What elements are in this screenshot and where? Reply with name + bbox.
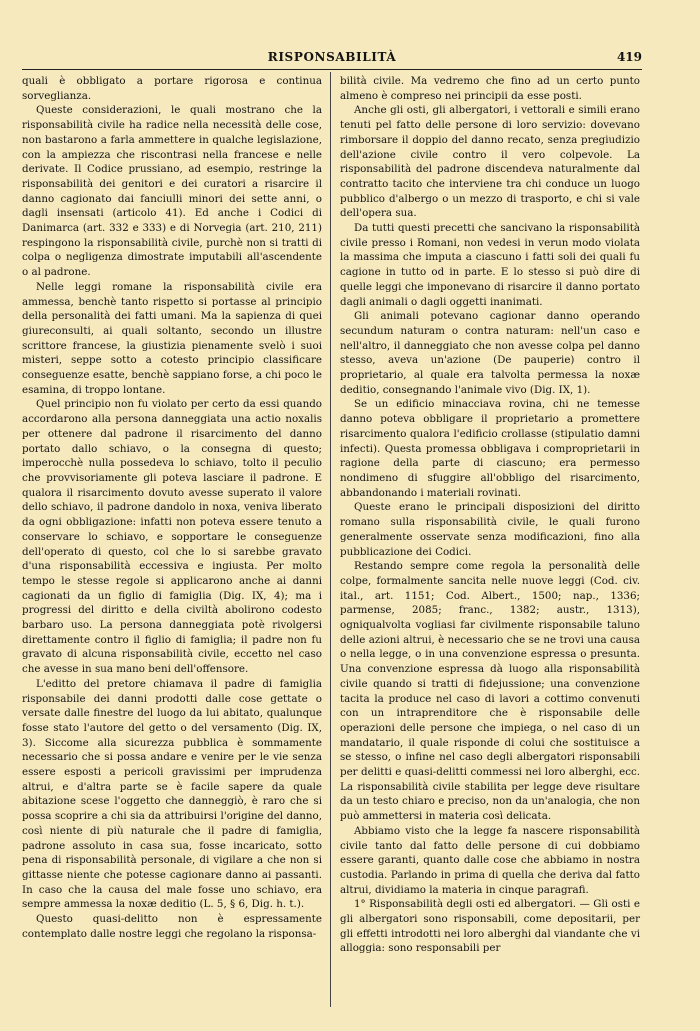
paragraph: Queste erano le principali disposizioni del diritto romano sulla risponsabilità civile, le quali furono generalmente osservate senza modificazioni, fino alla pubblicazione dei Codici. xyxy=(340,501,640,558)
paragraph: Queste considerazioni, le quali mostrano che la risponsabilità civile ha radice nella necessità delle cose, non bastarono a farla ammettere in qualche legislazione, con la ampiezza che riscontrasi nella francese e nelle derivate. Il Codice prussiano, ad esempio, restringe la risponsabilità dei genitori e dei curatori a risarcire il danno cagionato dai fanciulli minori dei sette anni, o dagli insensati (articolo 41). Ed anche i Codici di Danimarca (art. 332 e 333) e di Norvegia (art. 210, 211) respingono la risponsabilità civile, purchè non si tratti di colpa o negligenza dimostrate imputabili all'ascendente o al padrone. xyxy=(22,104,322,279)
paragraph: Questo quasi-delitto non è espressamente contemplato dalle nostre leggi che regolano la risponsa- xyxy=(22,913,322,940)
running-header xyxy=(22,48,642,68)
page-number: 419 xyxy=(616,50,642,64)
right-column xyxy=(340,74,640,956)
running-title: RISPONSABILITÀ xyxy=(267,50,397,64)
paragraph: 1° Risponsabilità degli osti ed albergatori. — Gli osti e gli albergatori sono risponsabili, come depositarii, per gli effetti introdotti nei loro alberghi dal viandante che vi alloggia: sono responsabili per xyxy=(340,898,640,955)
paragraph: Da tutti questi precetti che sancivano la risponsabilità civile presso i Romani, non vedesi in verun modo violata la massima che imputa a ciascuno i fatti soli dei quali fu cagione in tutto od in parte. E lo stesso si può dire di quelle leggi che imponevano di risarcire il danno portato dagli animali o dagli oggetti inanimati. xyxy=(340,222,640,308)
paragraph: L'editto del pretore chiamava il padre di famiglia risponsabile dei danni prodotti dalle cose gettate o versate dalle finestre del luogo da lui abitato, qualunque fosse stato l'autore del getto o del versamento (Dig. IX, 3). Siccome alla sicurezza pubblica è sommamente necessario che si possa andare e venire per le vie senza essere esposti a pericoli gravissimi per imprudenza altrui, e d'altra parte se è facile sapere da quale abitazione scese l'oggetto che danneggiò, è raro che si possa scoprire a chi sia da attribuirsi l'origine del danno, così niente di più naturale che il padre di famiglia, padrone assoluto in casa sua, fosse incaricato, sotto pena di risponsabilità personale, di vigilare a che non si gittasse niente che potesse cagionare danno ai passanti. In caso che la causa del male fosse uno schiavo, era sempre ammessa la noxæ deditio (L. 5, § 6, Dig. h. t.). xyxy=(22,677,322,911)
paragraph: bilità civile. Ma vedremo che fino ad un certo punto almeno è compreso nei principii da esse posti. xyxy=(340,75,640,102)
paragraph: Nelle leggi romane la risponsabilità civile era ammessa, benchè tanto rispetto si portasse al principio della personalità dei fatti umani. Ma la sapienza di quei giureconsulti, ai quali soltanto, secondo un illustre scrittore francese, la giustizia pienamente svelò i suoi misteri, seppe sotto a cotesto principio classificare conseguenze esatte, benchè sappiano forse, a chi poco le esamina, di troppo lontane. xyxy=(22,280,322,396)
column-divider xyxy=(330,72,331,1007)
paragraph: Abbiamo visto che la legge fa nascere risponsabilità civile tanto dal fatto delle persone di cui dobbiamo essere garanti, quanto dalle cose che abbiamo in nostra custodia. Parlando in prima di quella che deriva dal fatto altrui, dividiamo la materia in cinque paragrafi. xyxy=(340,824,640,896)
paragraph: Restando sempre come regola la personalità delle colpe, formalmente sancita nelle nuove leggi (Cod. civ. ital., art. 1151; Cod. Albert., 1500; nap., 1336; parmense, 2085; franc., 1382; austr., 1313), ogniqualvolta vogliasi far civilmente risponsabile taluno delle azioni altrui, è necessario che se ne trovi una causa o nella legge, o in una convenzione espressa o presunta. Una convenzione espressa dà luogo alla risponsabilità civile quando si tratti di fidejussione; una convenzione tacita la produce nel caso di lavori a cottimo convenuti con un intraprenditore che è risponsabile delle operazioni delle persone che impiega, o nel caso di un mandatario, il quale risponde di colui che sostituisce a se stesso, o infine nel caso degli albergatori risponsabili per delitti e quasi-delitti commessi nei loro alberghi, ecc. La risponsabilità civile stabilita per legge deve risultare da un testo chiaro e preciso, non da un'analogia, che non può ammettersi in materia così delicata. xyxy=(340,560,640,823)
paragraph: Quel principio non fu violato per certo da essi quando accordarono alla persona danneggiata una actio noxalis per ottenere dal padrone il risarcimento del danno portato dallo schiavo, o la consegna di questo; imperocchè nulla possedeva lo schiavo, tolto il peculio che provvisoriamente gli poteva lasciare il padrone. E qualora il risarcimento dovuto avesse superato il valore dello schiavo, il padrone dandolo in noxa, veniva liberato da ogni obbligazione: infatti non poteva essere tenuto a conservare lo schiavo, e sopportare le conseguenze dell'operato di questo, col che lo si sarebbe gravato d'una risponsabilità eccessiva e ingiusta. Per molto tempo le stesse regole si applicarono anche ai danni cagionati da un figlio di famiglia (Dig. IX, 4); ma i progressi del diritto e della civiltà abolirono codesto barbaro uso. La persona danneggiata potè rivolgersi direttamente contro il figlio di famiglia; il padre non fu gravato di alcuna risponsabilità civile, eccetto nel caso che avesse in sua mano beni dell'offensore. xyxy=(22,398,322,676)
paragraph: Se un edificio minacciava rovina, chi ne temesse danno poteva obbligare il proprietario a promettere risarcimento qualora l'edificio crollasse (stipulatio damni infecti). Questa promessa obbligava i comproprietarii in ragione della parte di ciascuno; era permesso nondimeno di sfuggire all'obbligo del risarcimento, abbandonando i materiali rovinati. xyxy=(340,398,640,499)
paragraph: Gli animali potevano cagionar danno operando secundum naturam o contra naturam: nell'un caso e nell'altro, il danneggiato che non avesse colpa pel danno stesso, aveva un'azione (De pauperie) contro il proprietario, al quale era talvolta permessa la noxæ deditio, consegnando l'animale vivo (Dig. IX, 1). xyxy=(340,310,640,396)
header-rule xyxy=(22,69,642,70)
left-column xyxy=(22,74,322,941)
paragraph: Anche gli osti, gli albergatori, i vettorali e simili erano tenuti pel fatto delle persone di loro servizio: dovevano rimborsare il doppio del danno recato, senza pregiudizio dell'azione civile contro il vero colpevole. La risponsabilità del padrone discendeva naturalmente dal contratto tacito che interviene tra chi conduce un luogo pubblico d'albergo o un mezzo di trasporto, e chi si vale dell'opera sua. xyxy=(340,104,640,220)
paragraph: quali è obbligato a portare rigorosa e continua sorveglianza. xyxy=(22,75,322,102)
